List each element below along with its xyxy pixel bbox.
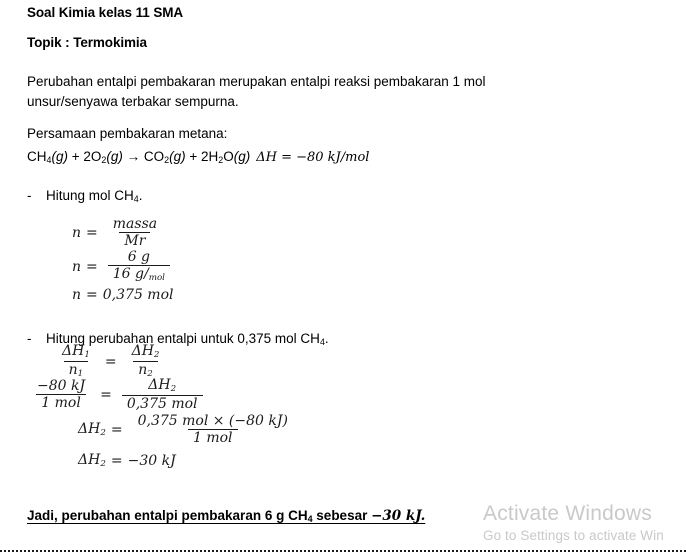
state-gas-2: (g)	[106, 149, 123, 164]
fraction-numerator: 6 g	[127, 249, 151, 265]
fraction-denominator	[108, 265, 170, 283]
state-gas-3: (g)	[169, 149, 186, 164]
mol-lhs: n	[72, 258, 82, 275]
enthalpy-result-value: −30 kJ	[127, 452, 176, 469]
enthalpy-value: ΔH = −80 kJ/mol	[256, 150, 370, 165]
step-2-text-before: Hitung perubahan entalpi untuk 0,375 mol CH	[46, 331, 320, 346]
left-proportion-fraction	[57, 344, 95, 379]
reaction-equation	[27, 149, 369, 165]
fraction-denominator: Mr	[119, 232, 150, 248]
o2-subscript: 2	[101, 154, 107, 165]
equals-sign: =	[86, 224, 98, 241]
equals-sign: =	[104, 353, 117, 370]
mol-result-value: 0,375 mol	[102, 287, 174, 303]
n-1-subscript: 1	[77, 369, 84, 380]
fraction-numerator: 0,375 mol × (−80 kJ)	[137, 413, 288, 429]
watermark-subtitle: Go to Settings to activate Win	[483, 528, 664, 543]
document-title: Soal Kimia kelas 11 SMA	[27, 5, 184, 20]
state-gas-4: (g)	[233, 149, 251, 164]
fraction-denominator: 1 mol	[188, 429, 238, 445]
fraction-denominator: 0,375 mol	[122, 395, 203, 411]
step-1-text-after: .	[138, 188, 143, 203]
watermark-title: Activate Windows	[483, 502, 652, 525]
step-1-text-before: Hitung mol CH	[46, 188, 134, 203]
equals-sign: =	[100, 386, 112, 403]
mol-lhs: n	[72, 287, 82, 303]
fraction-numerator: massa	[112, 216, 158, 232]
molar-mass-unit-sub: mol	[148, 273, 165, 284]
h2o-oxygen: O	[223, 149, 234, 164]
math-enthalpy-substitution	[27, 378, 208, 411]
fraction-numerator: −80 kJ	[37, 377, 86, 394]
conclusion-subscript: 4	[307, 513, 313, 524]
delta-h-2: ΔH	[131, 343, 154, 359]
molar-mass-value: 16 g/	[112, 266, 149, 283]
intro-paragraph	[27, 72, 621, 112]
n-1: n	[68, 362, 78, 379]
conclusion-part-1: Jadi, perubahan entalpi pembakaran 6 g CH	[27, 508, 308, 523]
conclusion-statement	[27, 508, 425, 524]
delta-h-2: ΔH	[78, 421, 101, 438]
math-mol-result	[72, 287, 173, 303]
reactant-ch4: CH	[27, 149, 47, 164]
equals-sign: =	[110, 452, 123, 469]
ch4-subscript: 4	[46, 154, 52, 165]
mol-lhs: n	[72, 224, 82, 241]
step-2-text-after: .	[324, 331, 329, 346]
step-1-text	[46, 188, 143, 203]
math-mol-substitution	[72, 250, 175, 283]
reaction-plus-1: + 2O	[67, 149, 102, 164]
conclusion-part-2: sebesar	[312, 508, 372, 523]
math-enthalpy-proportion	[52, 344, 169, 379]
equals-sign: =	[86, 287, 98, 303]
delta-h-2-subscript: 2	[170, 384, 177, 395]
math-enthalpy-result	[78, 452, 176, 469]
step-1-bullet	[27, 188, 143, 203]
document-topic: Topik : Termokimia	[27, 35, 147, 50]
known-ratio-fraction	[32, 379, 90, 411]
unknown-ratio-fraction	[122, 378, 203, 411]
step-2-subscript: 4	[319, 336, 325, 347]
co2-subscript: 2	[164, 154, 170, 165]
delta-h-2: ΔH	[148, 377, 171, 393]
fraction-numerator	[143, 378, 181, 395]
solve-fraction	[133, 414, 293, 446]
reaction-arrow: → CO	[122, 149, 165, 164]
equals-sign: =	[110, 421, 123, 438]
n-2-subscript: 2	[147, 369, 153, 380]
reaction-plus-2: + 2H	[185, 149, 219, 164]
conclusion-value: −30 kJ.	[371, 508, 426, 524]
intro-line-1: Perubahan entalpi pembakaran merupakan entalpi reaksi pembakaran 1 mol	[27, 74, 486, 89]
mass-over-mr-fraction	[108, 217, 162, 249]
equals-sign: =	[86, 258, 98, 275]
mass-value-fraction	[108, 250, 170, 283]
dash-marker: -	[27, 331, 32, 346]
delta-h-2: ΔH	[78, 452, 101, 468]
dash-marker: -	[27, 188, 32, 203]
state-gas-1: (g)	[51, 149, 68, 164]
n-2: n	[138, 362, 148, 379]
delta-h-1-subscript: 1	[84, 350, 90, 361]
intro-line-2: unsur/senyawa terbakar sempurna.	[27, 94, 239, 109]
fraction-denominator	[64, 361, 89, 379]
step-1-subscript: 4	[133, 193, 139, 204]
delta-h-2-lhs	[78, 421, 106, 438]
fraction-numerator	[127, 344, 165, 361]
math-enthalpy-solve	[78, 414, 298, 446]
delta-h-2-subscript: 2	[100, 459, 106, 470]
math-mol-formula	[72, 217, 167, 249]
delta-h-1: ΔH	[62, 343, 85, 359]
right-proportion-fraction	[127, 344, 165, 379]
fraction-numerator	[57, 344, 95, 361]
windows-activation-watermark	[483, 501, 686, 545]
fraction-denominator: 1 mol	[36, 394, 86, 410]
h2o-subscript: 2	[218, 154, 224, 165]
equation-label: Persamaan pembakaran metana:	[27, 126, 228, 141]
delta-h-2-subscript: 2	[153, 350, 160, 361]
delta-h-2-subscript: 2	[100, 428, 106, 439]
delta-h-2-lhs	[78, 452, 106, 469]
